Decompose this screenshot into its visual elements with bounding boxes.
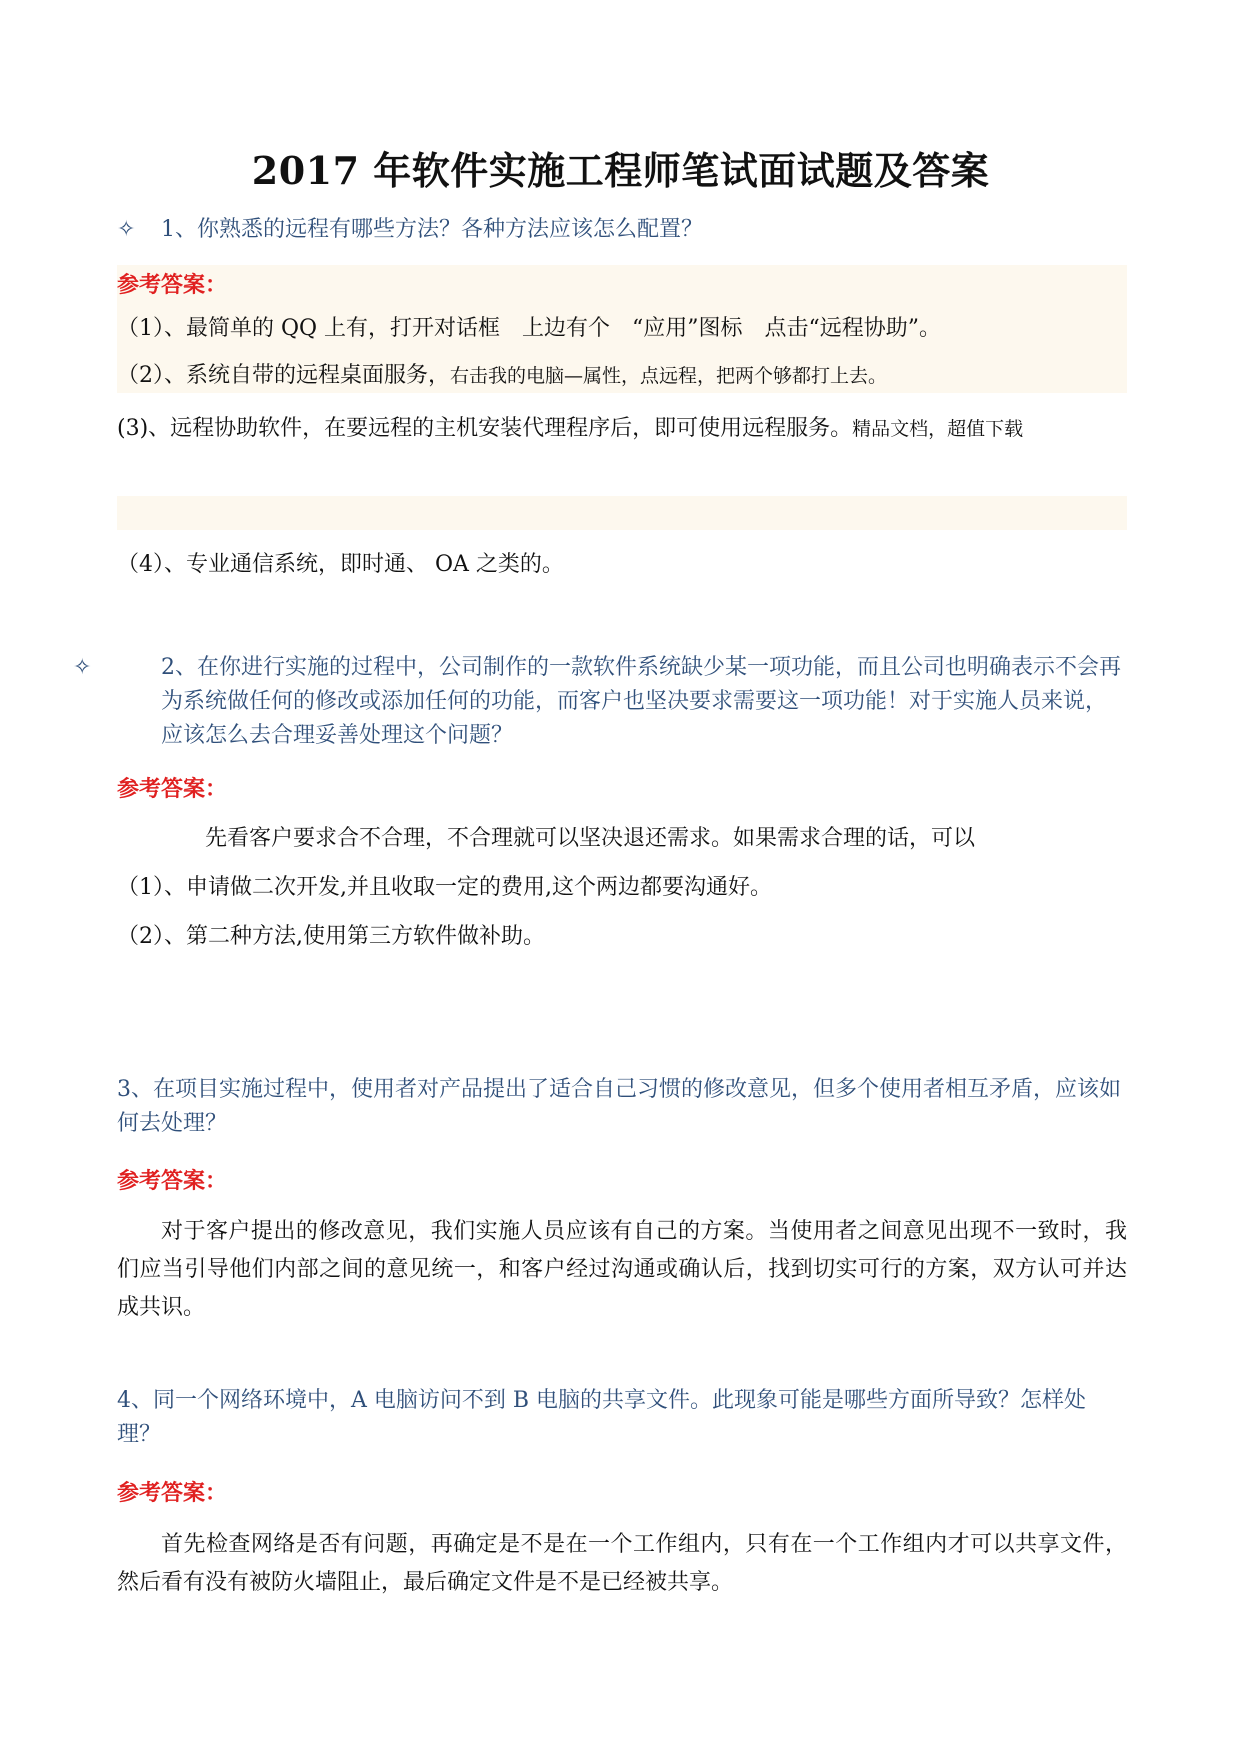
answer-label-1: 参考答案： [117,272,228,298]
q2-item-2: （2）、第二种方法,使用第三方软件做补助。 [117,924,545,949]
question-1 [117,213,1127,247]
q1-item-2-extra: 右击我的电脑—属性，点远程，把两个够都打上去。 [450,365,888,387]
answer-label-2: 参考答案： [117,776,228,802]
q1-item-3-text: (3)、远程协助软件，在要远程的主机安装代理程序后，即可使用远程服务。 [117,416,853,441]
question-3: 3、在项目实施过程中，使用者对产品提出了适合自己习惯的修改意见，但多个使用者相互矛盾，应该如何去处理？ [117,1077,1122,1136]
highlight-block-2 [117,496,1127,530]
answer-label-4: 参考答案： [117,1480,228,1506]
q1-item-3 [117,411,1127,447]
page-title: 2017 年软件实施工程师笔试面试题及答案 [251,148,990,193]
q3-answer: 对于客户提出的修改意见，我们实施人员应该有自己的方案。当使用者之间意见出现不一致时，我们应当引导他们内部之间的意见统一，和客户经过沟通或确认后，找到切实可行的方案，双方认可并达成共识。 [117,1219,1127,1320]
question-1-text: 1、你熟悉的远程有哪些方法？各种方法应该怎么配置？ [161,217,703,242]
question-4: 4、同一个网络环境中，A 电脑访问不到 B 电脑的共享文件。此现象可能是哪些方面所导致？怎样处理？ [117,1388,1087,1447]
q1-item-4: （4）、专业通信系统，即时通、 OA 之类的。 [117,552,564,577]
diamond-bullet-icon: ✧ [73,655,92,680]
q4-answer: 首先检查网络是否有问题，再确定是不是在一个工作组内，只有在一个工作组内才可以共享文件，然后看有没有被防火墙阻止，最后确定文件是不是已经被共享。 [117,1532,1127,1595]
question-2 [73,651,1127,753]
q1-item-1: （1）、最简单的 QQ 上有，打开对话框 上边有个 “应用”图标 点击“远程协助”。 [117,316,942,341]
answer-label-3: 参考答案： [117,1168,228,1194]
watermark-text: 精品文档，超值下载 [852,418,1024,440]
q1-item-2 [117,359,1127,393]
q1-item-2-text: （2）、系统自带的远程桌面服务， [117,363,450,388]
question-2-text: 2、在你进行实施的过程中，公司制作的一款软件系统缺少某一项功能，而且公司也明确表示不会再为系统做任何的修改或添加任何的功能，而客户也坚决要求需要这一项功能！对于实施人员来说，应该怎么去合理妥善处理这个问题？ [161,655,1122,748]
q2-intro: 先看客户要求合不合理，不合理就可以坚决退还需求。如果需求合理的话，可以 [205,826,976,851]
diamond-bullet-icon: ✧ [117,217,136,242]
q2-item-1: （1）、申请做二次开发,并且收取一定的费用,这个两边都要沟通好。 [117,875,772,900]
